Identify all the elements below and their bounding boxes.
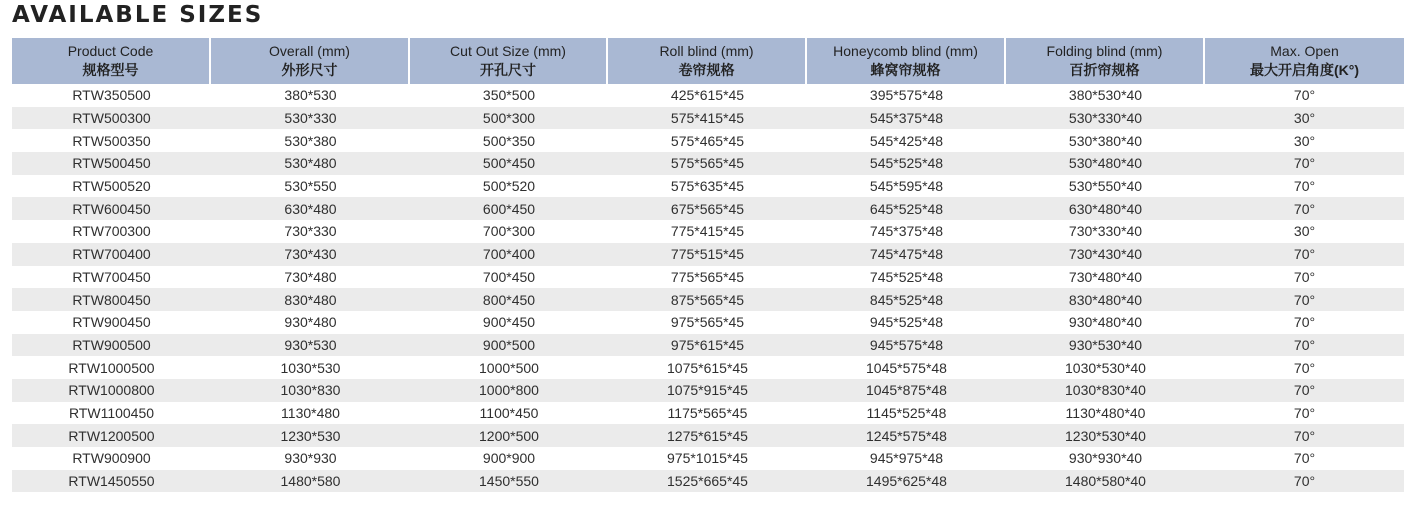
cell-overall: 930*930: [211, 447, 410, 470]
cell-overall: 730*480: [211, 266, 410, 289]
cell-product-code: RTW900900: [12, 447, 211, 470]
column-header-label-zh: 开孔尺寸: [480, 62, 536, 78]
cell-cut-out-size: 1100*450: [410, 402, 608, 425]
column-header-roll-blind: [608, 38, 807, 84]
cell-overall: 730*330: [211, 220, 410, 243]
cell-max-open: 70°: [1205, 152, 1404, 175]
table-body: [12, 84, 1404, 492]
cell-folding-blind: 930*930*40: [1006, 447, 1205, 470]
table-header-row: [12, 38, 1404, 84]
cell-roll-blind: 775*415*45: [608, 220, 807, 243]
table-row: [12, 175, 1404, 198]
cell-folding-blind: 1130*480*40: [1006, 402, 1205, 425]
page-title: AVAILABLE SIZES: [12, 2, 264, 28]
cell-max-open: 70°: [1205, 266, 1404, 289]
cell-roll-blind: 1275*615*45: [608, 424, 807, 447]
cell-max-open: 70°: [1205, 356, 1404, 379]
cell-product-code: RTW1000500: [12, 356, 211, 379]
cell-roll-blind: 575*635*45: [608, 175, 807, 198]
cell-roll-blind: 1525*665*45: [608, 470, 807, 493]
column-header-label-en: Product Code: [67, 43, 154, 59]
cell-honeycomb-blind: 1145*525*48: [807, 402, 1006, 425]
cell-overall: 1130*480: [211, 402, 410, 425]
cell-overall: 1230*530: [211, 424, 410, 447]
cell-overall: 530*480: [211, 152, 410, 175]
cell-cut-out-size: 900*900: [410, 447, 608, 470]
cell-folding-blind: 930*480*40: [1006, 311, 1205, 334]
table-row: [12, 266, 1404, 289]
cell-folding-blind: 1030*830*40: [1006, 379, 1205, 402]
cell-overall: 530*380: [211, 129, 410, 152]
cell-folding-blind: 530*550*40: [1006, 175, 1205, 198]
cell-folding-blind: 830*480*40: [1006, 288, 1205, 311]
cell-folding-blind: 530*380*40: [1006, 129, 1205, 152]
column-header-max-open: [1205, 38, 1404, 84]
cell-product-code: RTW500520: [12, 175, 211, 198]
cell-cut-out-size: 800*450: [410, 288, 608, 311]
cell-overall: 630*480: [211, 197, 410, 220]
cell-roll-blind: 1175*565*45: [608, 402, 807, 425]
cell-cut-out-size: 700*300: [410, 220, 608, 243]
sizes-table: [12, 38, 1404, 492]
cell-honeycomb-blind: 845*525*48: [807, 288, 1006, 311]
cell-folding-blind: 380*530*40: [1006, 84, 1205, 107]
cell-honeycomb-blind: 545*375*48: [807, 107, 1006, 130]
table-row: [12, 470, 1404, 493]
column-header-honeycomb-blind: [807, 38, 1006, 84]
cell-overall: 380*530: [211, 84, 410, 107]
table-row: [12, 129, 1404, 152]
cell-cut-out-size: 1200*500: [410, 424, 608, 447]
cell-roll-blind: 425*615*45: [608, 84, 807, 107]
cell-max-open: 70°: [1205, 197, 1404, 220]
column-header-label-zh: 规格型号: [82, 62, 139, 78]
cell-overall: 1480*580: [211, 470, 410, 493]
cell-cut-out-size: 500*450: [410, 152, 608, 175]
table-row: [12, 447, 1404, 470]
cell-max-open: 70°: [1205, 243, 1404, 266]
cell-cut-out-size: 1000*800: [410, 379, 608, 402]
table-row: [12, 152, 1404, 175]
cell-product-code: RTW350500: [12, 84, 211, 107]
cell-roll-blind: 575*565*45: [608, 152, 807, 175]
cell-overall: 530*330: [211, 107, 410, 130]
cell-cut-out-size: 600*450: [410, 197, 608, 220]
cell-max-open: 30°: [1205, 220, 1404, 243]
cell-cut-out-size: 500*300: [410, 107, 608, 130]
cell-roll-blind: 975*565*45: [608, 311, 807, 334]
column-header-label-zh: 百折帘规格: [1069, 62, 1140, 78]
cell-folding-blind: 730*430*40: [1006, 243, 1205, 266]
cell-roll-blind: 775*565*45: [608, 266, 807, 289]
cell-max-open: 70°: [1205, 175, 1404, 198]
cell-cut-out-size: 500*520: [410, 175, 608, 198]
cell-roll-blind: 575*465*45: [608, 129, 807, 152]
cell-product-code: RTW500350: [12, 129, 211, 152]
cell-folding-blind: 930*530*40: [1006, 334, 1205, 357]
column-header-cut-out-size: [410, 38, 608, 84]
cell-max-open: 70°: [1205, 402, 1404, 425]
column-header-label-en: Cut Out Size (mm): [450, 43, 566, 59]
table-row: [12, 220, 1404, 243]
cell-max-open: 30°: [1205, 107, 1404, 130]
cell-roll-blind: 1075*915*45: [608, 379, 807, 402]
cell-cut-out-size: 500*350: [410, 129, 608, 152]
cell-product-code: RTW900450: [12, 311, 211, 334]
cell-folding-blind: 730*480*40: [1006, 266, 1205, 289]
column-header-label-en: Overall (mm): [269, 43, 350, 59]
cell-product-code: RTW900500: [12, 334, 211, 357]
cell-honeycomb-blind: 945*975*48: [807, 447, 1006, 470]
cell-roll-blind: 775*515*45: [608, 243, 807, 266]
column-header-label-zh: 蜂窝帘规格: [870, 62, 941, 78]
cell-folding-blind: 1480*580*40: [1006, 470, 1205, 493]
cell-product-code: RTW1000800: [12, 379, 211, 402]
cell-folding-blind: 530*330*40: [1006, 107, 1205, 130]
column-header-folding-blind: [1006, 38, 1205, 84]
cell-cut-out-size: 900*450: [410, 311, 608, 334]
cell-honeycomb-blind: 745*525*48: [807, 266, 1006, 289]
cell-honeycomb-blind: 545*525*48: [807, 152, 1006, 175]
cell-honeycomb-blind: 745*475*48: [807, 243, 1006, 266]
cell-folding-blind: 1030*530*40: [1006, 356, 1205, 379]
cell-roll-blind: 875*565*45: [608, 288, 807, 311]
cell-overall: 830*480: [211, 288, 410, 311]
cell-cut-out-size: 1450*550: [410, 470, 608, 493]
cell-product-code: RTW600450: [12, 197, 211, 220]
cell-product-code: RTW700400: [12, 243, 211, 266]
cell-honeycomb-blind: 545*595*48: [807, 175, 1006, 198]
cell-honeycomb-blind: 1495*625*48: [807, 470, 1006, 493]
table-row: [12, 107, 1404, 130]
cell-honeycomb-blind: 545*425*48: [807, 129, 1006, 152]
cell-product-code: RTW500450: [12, 152, 211, 175]
cell-roll-blind: 675*565*45: [608, 197, 807, 220]
cell-cut-out-size: 1000*500: [410, 356, 608, 379]
table-row: [12, 424, 1404, 447]
cell-honeycomb-blind: 1245*575*48: [807, 424, 1006, 447]
column-header-label-en: Folding blind (mm): [1046, 43, 1163, 59]
cell-folding-blind: 630*480*40: [1006, 197, 1205, 220]
cell-overall: 930*530: [211, 334, 410, 357]
cell-honeycomb-blind: 945*525*48: [807, 311, 1006, 334]
cell-overall: 1030*530: [211, 356, 410, 379]
cell-product-code: RTW800450: [12, 288, 211, 311]
cell-product-code: RTW1450550: [12, 470, 211, 493]
cell-max-open: 70°: [1205, 379, 1404, 402]
column-header-product-code: [12, 38, 211, 84]
cell-folding-blind: 730*330*40: [1006, 220, 1205, 243]
cell-max-open: 70°: [1205, 447, 1404, 470]
cell-cut-out-size: 350*500: [410, 84, 608, 107]
cell-roll-blind: 1075*615*45: [608, 356, 807, 379]
column-header-label-zh: 卷帘规格: [678, 62, 735, 78]
cell-max-open: 70°: [1205, 288, 1404, 311]
column-header-label-en: Honeycomb blind (mm): [833, 43, 978, 59]
table-row: [12, 334, 1404, 357]
table-row: [12, 356, 1404, 379]
cell-product-code: RTW700450: [12, 266, 211, 289]
table-row: [12, 402, 1404, 425]
table-row: [12, 84, 1404, 107]
cell-honeycomb-blind: 1045*575*48: [807, 356, 1006, 379]
cell-honeycomb-blind: 945*575*48: [807, 334, 1006, 357]
cell-honeycomb-blind: 1045*875*48: [807, 379, 1006, 402]
cell-cut-out-size: 700*400: [410, 243, 608, 266]
cell-roll-blind: 975*1015*45: [608, 447, 807, 470]
cell-product-code: RTW1100450: [12, 402, 211, 425]
column-header-label-en: Roll blind (mm): [659, 43, 754, 59]
cell-overall: 930*480: [211, 311, 410, 334]
cell-max-open: 70°: [1205, 84, 1404, 107]
cell-overall: 1030*830: [211, 379, 410, 402]
cell-max-open: 70°: [1205, 311, 1404, 334]
cell-cut-out-size: 900*500: [410, 334, 608, 357]
table-row: [12, 197, 1404, 220]
column-header-label-en: Max. Open: [1270, 43, 1339, 59]
cell-honeycomb-blind: 395*575*48: [807, 84, 1006, 107]
cell-max-open: 70°: [1205, 424, 1404, 447]
column-header-label-zh: 外形尺寸: [281, 62, 338, 78]
cell-max-open: 30°: [1205, 129, 1404, 152]
cell-roll-blind: 975*615*45: [608, 334, 807, 357]
cell-product-code: RTW500300: [12, 107, 211, 130]
cell-cut-out-size: 700*450: [410, 266, 608, 289]
table-row: [12, 243, 1404, 266]
cell-max-open: 70°: [1205, 470, 1404, 493]
cell-overall: 530*550: [211, 175, 410, 198]
table-row: [12, 311, 1404, 334]
cell-folding-blind: 1230*530*40: [1006, 424, 1205, 447]
table-row: [12, 379, 1404, 402]
cell-product-code: RTW700300: [12, 220, 211, 243]
column-header-overall: [211, 38, 410, 84]
cell-roll-blind: 575*415*45: [608, 107, 807, 130]
cell-overall: 730*430: [211, 243, 410, 266]
cell-folding-blind: 530*480*40: [1006, 152, 1205, 175]
cell-max-open: 70°: [1205, 334, 1404, 357]
column-header-label-zh: 最大开启角度(K°): [1249, 62, 1360, 78]
table-row: [12, 288, 1404, 311]
cell-honeycomb-blind: 645*525*48: [807, 197, 1006, 220]
cell-product-code: RTW1200500: [12, 424, 211, 447]
cell-honeycomb-blind: 745*375*48: [807, 220, 1006, 243]
